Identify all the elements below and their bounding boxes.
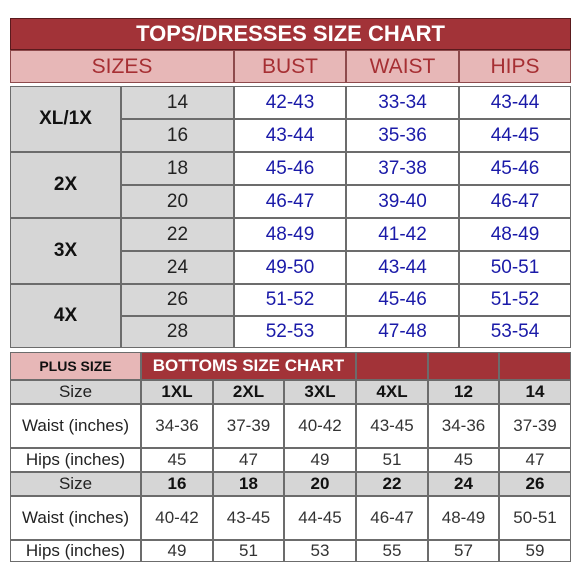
hips-cell: 46-47 bbox=[459, 185, 571, 218]
hips-cell: 50-51 bbox=[459, 251, 571, 284]
bottom-hips-cell: 47 bbox=[213, 448, 284, 472]
size-row-label: Size bbox=[10, 380, 141, 404]
bottom-size-cell: 1XL bbox=[141, 380, 213, 404]
bottom-size-cell: 26 bbox=[499, 472, 571, 496]
bust-cell: 45-46 bbox=[234, 152, 346, 185]
size-group-label: 4X bbox=[10, 284, 121, 348]
bottom-hips-cell: 47 bbox=[499, 448, 571, 472]
waist-cell: 41-42 bbox=[346, 218, 459, 251]
plus-size-label: PLUS SIZE bbox=[10, 352, 141, 380]
bottom-size-cell: 3XL bbox=[284, 380, 356, 404]
size-number-cell: 22 bbox=[121, 218, 234, 251]
bottom-waist-cell: 43-45 bbox=[213, 496, 284, 540]
bottom-hips-cell: 55 bbox=[356, 540, 428, 562]
bottoms-chart-title: BOTTOMS SIZE CHART bbox=[141, 352, 356, 380]
waist-row-label: Waist (inches) bbox=[10, 496, 141, 540]
hips-cell: 48-49 bbox=[459, 218, 571, 251]
bust-cell: 49-50 bbox=[234, 251, 346, 284]
size-number-cell: 18 bbox=[121, 152, 234, 185]
bottom-hips-cell: 49 bbox=[284, 448, 356, 472]
bottom-hips-cell: 49 bbox=[141, 540, 213, 562]
bust-cell: 43-44 bbox=[234, 119, 346, 152]
sizes-header: SIZES bbox=[10, 50, 234, 83]
waist-cell: 37-38 bbox=[346, 152, 459, 185]
waist-cell: 43-44 bbox=[346, 251, 459, 284]
bust-header: BUST bbox=[234, 50, 346, 83]
size-group-label: 2X bbox=[10, 152, 121, 218]
bottom-hips-cell: 45 bbox=[428, 448, 499, 472]
bottom-waist-cell: 48-49 bbox=[428, 496, 499, 540]
bottom-size-cell: 16 bbox=[141, 472, 213, 496]
hips-cell: 44-45 bbox=[459, 119, 571, 152]
bottom-size-cell: 20 bbox=[284, 472, 356, 496]
size-group-label: XL/1X bbox=[10, 86, 121, 152]
bottom-hips-cell: 53 bbox=[284, 540, 356, 562]
hips-cell: 45-46 bbox=[459, 152, 571, 185]
hips-row-label: Hips (inches) bbox=[10, 540, 141, 562]
hips-cell: 53-54 bbox=[459, 316, 571, 348]
size-number-cell: 28 bbox=[121, 316, 234, 348]
bottom-waist-cell: 34-36 bbox=[141, 404, 213, 448]
size-number-cell: 14 bbox=[121, 86, 234, 119]
bottom-size-cell: 14 bbox=[499, 380, 571, 404]
hips-cell: 43-44 bbox=[459, 86, 571, 119]
bottom-size-cell: 12 bbox=[428, 380, 499, 404]
bottom-hips-cell: 59 bbox=[499, 540, 571, 562]
hips-cell: 51-52 bbox=[459, 284, 571, 316]
tops-chart-title: TOPS/DRESSES SIZE CHART bbox=[10, 18, 571, 50]
bust-cell: 46-47 bbox=[234, 185, 346, 218]
waist-row-label: Waist (inches) bbox=[10, 404, 141, 448]
waist-cell: 47-48 bbox=[346, 316, 459, 348]
waist-header: WAIST bbox=[346, 50, 459, 83]
waist-cell: 45-46 bbox=[346, 284, 459, 316]
bottom-waist-cell: 37-39 bbox=[213, 404, 284, 448]
bottom-waist-cell: 34-36 bbox=[428, 404, 499, 448]
bust-cell: 52-53 bbox=[234, 316, 346, 348]
bottom-waist-cell: 44-45 bbox=[284, 496, 356, 540]
waist-cell: 33-34 bbox=[346, 86, 459, 119]
bottom-waist-cell: 46-47 bbox=[356, 496, 428, 540]
waist-cell: 35-36 bbox=[346, 119, 459, 152]
bottom-size-cell: 22 bbox=[356, 472, 428, 496]
bottom-waist-cell: 40-42 bbox=[141, 496, 213, 540]
bottom-waist-cell: 40-42 bbox=[284, 404, 356, 448]
bust-cell: 48-49 bbox=[234, 218, 346, 251]
size-number-cell: 20 bbox=[121, 185, 234, 218]
bust-cell: 51-52 bbox=[234, 284, 346, 316]
bottom-hips-cell: 51 bbox=[356, 448, 428, 472]
bottom-hips-cell: 51 bbox=[213, 540, 284, 562]
bottom-waist-cell: 43-45 bbox=[356, 404, 428, 448]
size-group-label: 3X bbox=[10, 218, 121, 284]
hips-header: HIPS bbox=[459, 50, 571, 83]
waist-cell: 39-40 bbox=[346, 185, 459, 218]
size-number-cell: 24 bbox=[121, 251, 234, 284]
bottom-waist-cell: 37-39 bbox=[499, 404, 571, 448]
title-bar-filler bbox=[428, 352, 499, 380]
bottom-hips-cell: 45 bbox=[141, 448, 213, 472]
bottom-size-cell: 4XL bbox=[356, 380, 428, 404]
bust-cell: 42-43 bbox=[234, 86, 346, 119]
size-number-cell: 26 bbox=[121, 284, 234, 316]
title-bar-filler bbox=[499, 352, 571, 380]
size-row-label: Size bbox=[10, 472, 141, 496]
hips-row-label: Hips (inches) bbox=[10, 448, 141, 472]
bottom-size-cell: 24 bbox=[428, 472, 499, 496]
bottom-size-cell: 2XL bbox=[213, 380, 284, 404]
title-bar-filler bbox=[356, 352, 428, 380]
bottom-waist-cell: 50-51 bbox=[499, 496, 571, 540]
size-number-cell: 16 bbox=[121, 119, 234, 152]
bottom-hips-cell: 57 bbox=[428, 540, 499, 562]
bottom-size-cell: 18 bbox=[213, 472, 284, 496]
